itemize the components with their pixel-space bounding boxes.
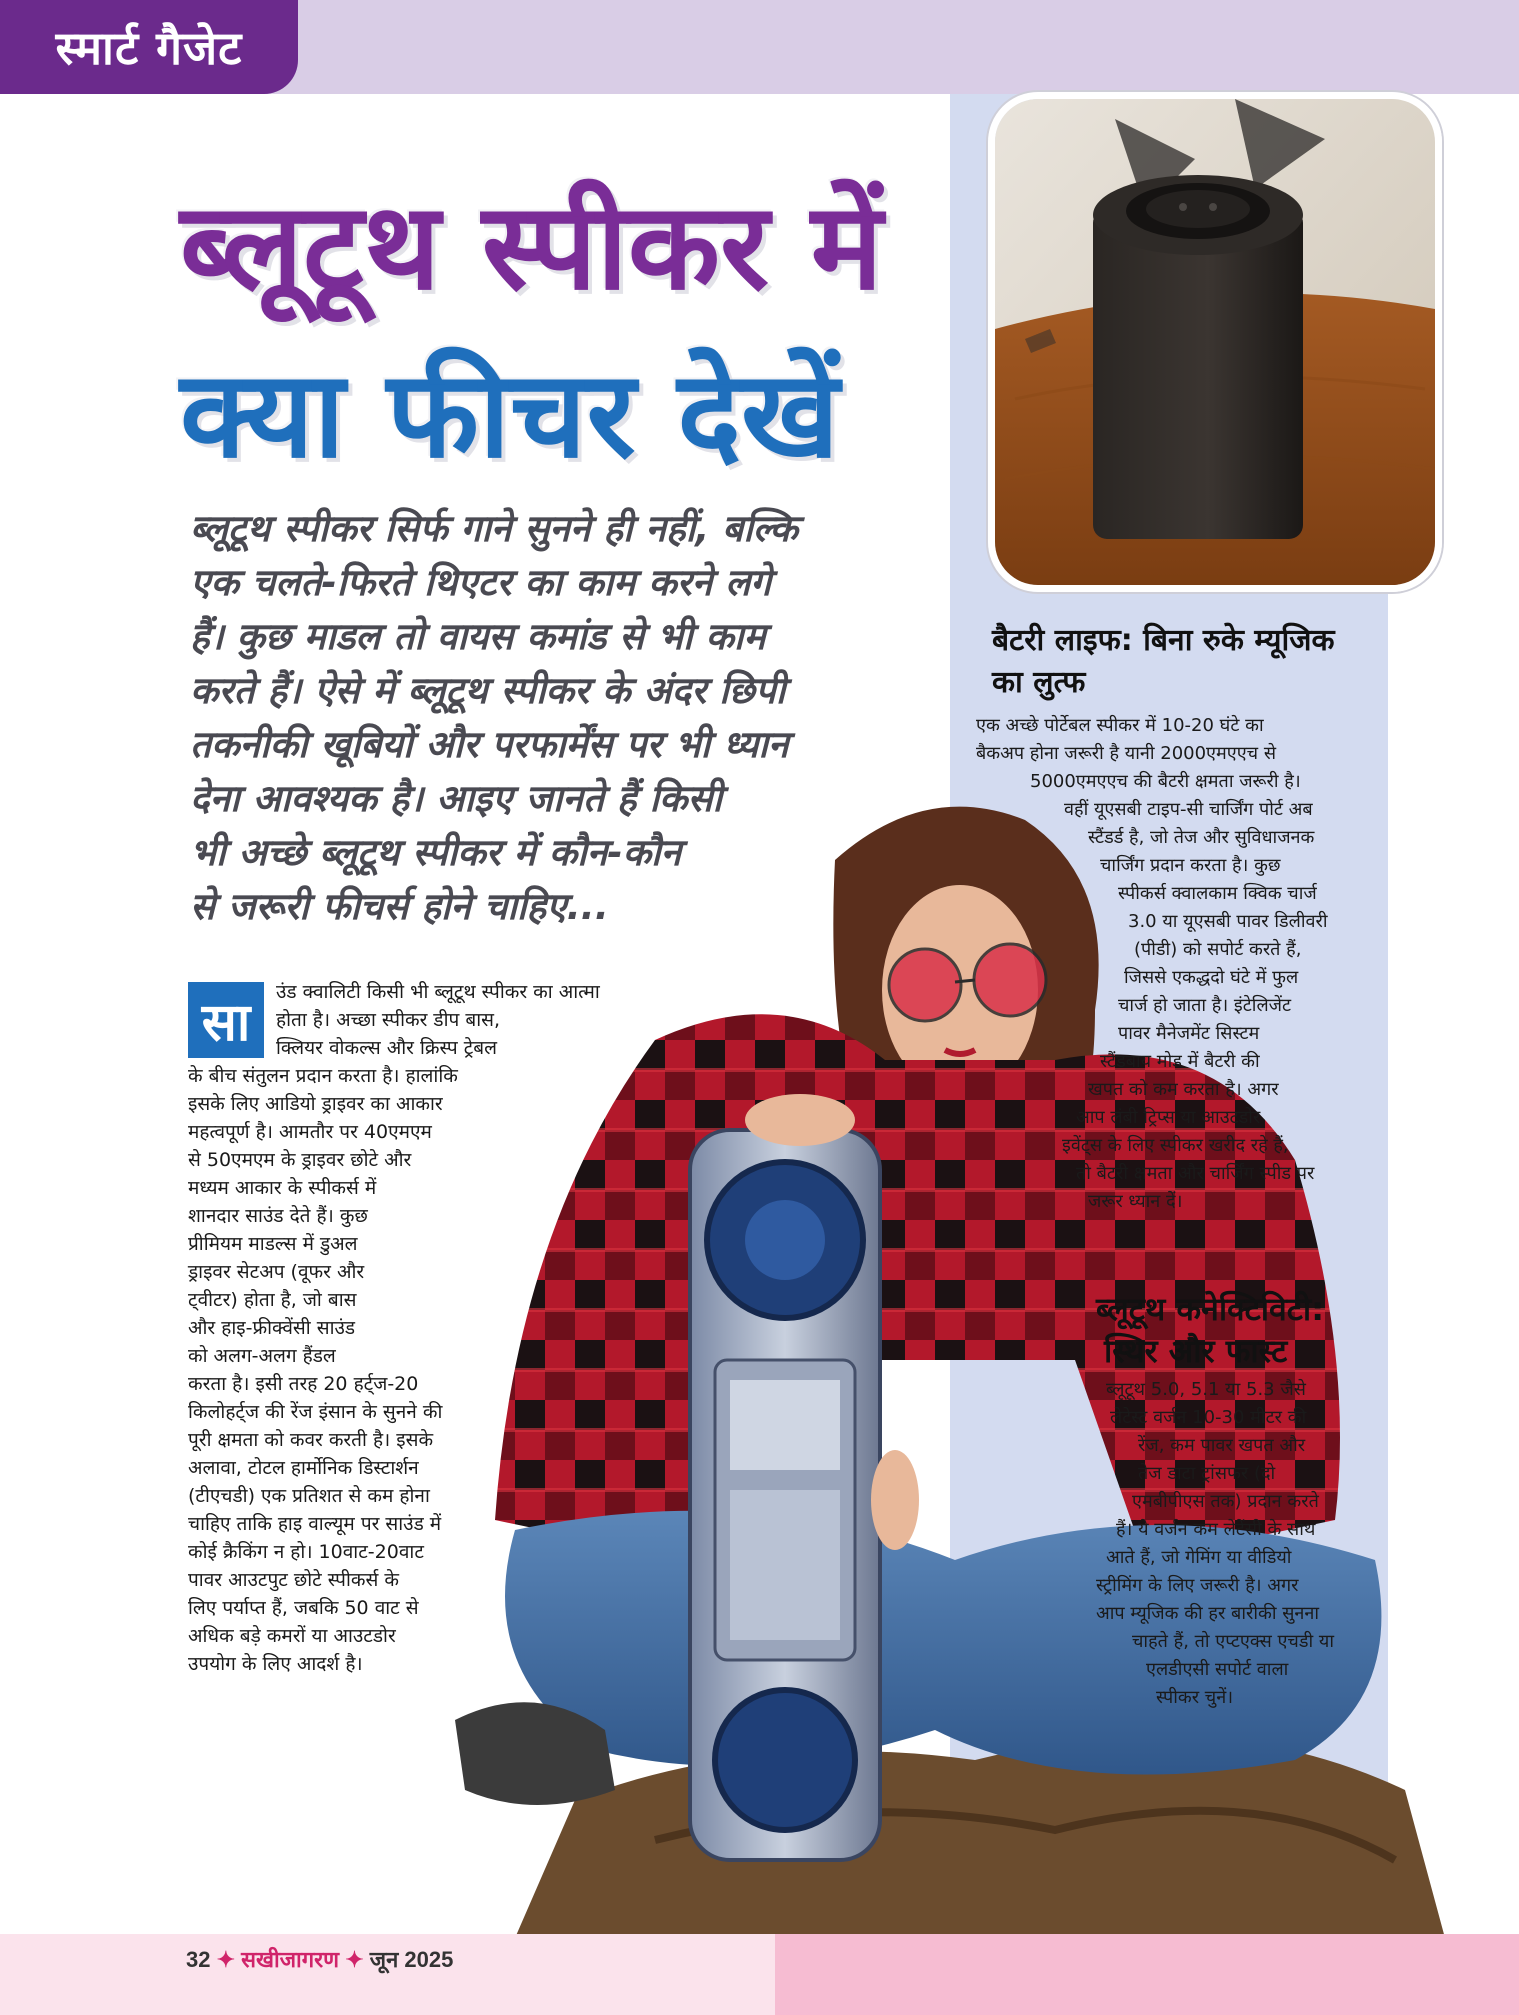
dek-line: देना आवश्यक है। आइए जानते हैं किसी xyxy=(190,777,723,820)
battery-line: जरूर ध्यान दें। xyxy=(1088,1191,1183,1212)
body-line: क्लियर वोकल्स और क्रिस्प ट्रेबल xyxy=(276,1037,498,1059)
battery-line: एक अच्छे पोर्टेबल स्पीकर में 10-20 घंटे का xyxy=(976,715,1264,736)
bluetooth-line: स्पीकर चुनें। xyxy=(1156,1687,1234,1708)
body-line: (टीएचडी) एक प्रतिशत से कम होना xyxy=(188,1485,430,1507)
body-text xyxy=(188,978,678,1678)
body-line: से 50एमएम के ड्राइवर छोटे और xyxy=(188,1149,412,1171)
battery-line: पावर मैनेजमेंट सिस्टम xyxy=(1118,1023,1260,1044)
body-line: के बीच संतुलन प्रदान करता है। हालांकि xyxy=(188,1065,458,1087)
smart-speaker-photo xyxy=(988,92,1442,592)
battery-line: चार्जिंग प्रदान करता है। कुछ xyxy=(1100,855,1281,876)
dek-line: ब्लूटूथ स्पीकर सिर्फ गाने सुनने ही नहीं, बल्कि xyxy=(190,507,798,550)
dek-line: एक चलते-फिरते थिएटर का काम करने लगे xyxy=(190,561,772,604)
battery-line: 5000एमएएच की बैटरी क्षमता जरूरी है। xyxy=(1030,771,1301,792)
bluetooth-heading-line: स्थिर और फास्ट xyxy=(1104,1332,1288,1370)
magazine-name: सखीजागरण xyxy=(241,1947,340,1972)
dropcap: सा xyxy=(188,982,264,1058)
body-line: अलावा, टोटल हार्मोनिक डिस्टार्शन xyxy=(188,1457,419,1479)
body-line: पूरी क्षमता को कवर करती है। इसके xyxy=(188,1429,434,1451)
bluetooth-line: लेटेस्ट वर्जन 10-30 मीटर की xyxy=(1110,1407,1307,1428)
body-line: शानदार साउंड देते हैं। कुछ xyxy=(188,1205,368,1227)
page-number: 32 xyxy=(186,1947,211,1972)
bluetooth-line: हैं। ये वर्जन कम लेटेंसी के साथ xyxy=(1116,1519,1316,1540)
body-line: अधिक बड़े कमरों या आउटडोर xyxy=(188,1625,396,1647)
body-line: उपयोग के लिए आदर्श है। xyxy=(188,1653,363,1675)
battery-line: तो बैटरी क्षमता और चार्जिंग स्पीड पर xyxy=(1076,1163,1315,1184)
battery-line: खपत को कम करता है। अगर xyxy=(1088,1079,1279,1100)
battery-line: 3.0 या यूएसबी पावर डिलीवरी xyxy=(1128,911,1328,932)
body-line: पावर आउटपुट छोटे स्पीकर्स के xyxy=(188,1569,399,1591)
star-separator-icon: ✦ xyxy=(345,1947,364,1972)
battery-heading xyxy=(992,620,1335,704)
headline-line-1: ब्लूटूथ स्पीकर में xyxy=(180,178,883,317)
battery-line: स्टैंडबाय मोड में बैटरी की xyxy=(1100,1051,1260,1072)
body-line: कोई क्रैकिंग न हो। 10वाट-20वाट xyxy=(188,1541,424,1563)
bluetooth-line: चाहते हैं, तो एप्टएक्स एचडी या xyxy=(1132,1631,1334,1652)
body-line: को अलग-अलग हैंडल xyxy=(188,1345,336,1367)
battery-line: स्टैंडर्ड है, जो तेज और सुविधाजनक xyxy=(1088,827,1315,848)
bluetooth-line: स्ट्रीमिंग के लिए जरूरी है। अगर xyxy=(1096,1575,1299,1596)
bluetooth-text xyxy=(1096,1376,1386,1712)
battery-line: वहीं यूएसबी टाइप-सी चार्जिंग पोर्ट अब xyxy=(1064,799,1313,820)
dek-line: हैं। कुछ माडल तो वायस कमांड से भी काम xyxy=(190,615,766,658)
body-line: मध्यम आकार के स्पीकर्स में xyxy=(188,1177,377,1199)
body-line: चाहिए ताकि हाइ वाल्यूम पर साउंड में xyxy=(188,1513,442,1535)
smart-speaker-image xyxy=(995,99,1435,585)
page-footer xyxy=(186,1944,453,1974)
bluetooth-line: ब्लूटूथ 5.0, 5.1 या 5.3 जैसे xyxy=(1106,1379,1306,1400)
bluetooth-line: आप म्यूजिक की हर बारीकी सुनना xyxy=(1096,1603,1320,1624)
dek-line: भी अच्छे ब्लूटूथ स्पीकर में कौन-कौन xyxy=(190,831,682,874)
bluetooth-line: रेंज, कम पावर खपत और xyxy=(1138,1435,1306,1456)
body-line: ड्राइवर सेटअप (वूफर और xyxy=(188,1261,365,1283)
body-line: प्रीमियम माडल्स में डुअल xyxy=(188,1233,358,1255)
bluetooth-line: एलडीएसी सपोर्ट वाला xyxy=(1146,1659,1289,1680)
battery-line: स्पीकर्स क्वालकाम क्विक चार्ज xyxy=(1118,883,1317,904)
body-line: इसके लिए आडियो ड्राइवर का आकार xyxy=(188,1093,443,1115)
battery-text xyxy=(976,712,1376,1216)
body-line: उंड क्वालिटी किसी भी ब्लूटूथ स्पीकर का आत्मा xyxy=(276,981,600,1003)
body-line: महत्वपूर्ण है। आमतौर पर 40एमएम xyxy=(188,1121,432,1143)
body-line: लिए पर्याप्त हैं, जबकि 50 वाट से xyxy=(188,1597,419,1619)
headline-line-2: क्या फीचर देखें xyxy=(180,346,840,485)
dek-line: करते हैं। ऐसे में ब्लूटूथ स्पीकर के अंदर छिपी xyxy=(190,669,786,712)
battery-line: (पीडी) को सपोर्ट करते हैं, xyxy=(1134,939,1302,960)
body-line: ट्वीटर) होता है, जो बास xyxy=(188,1289,357,1311)
battery-heading-line: बैटरी लाइफ: बिना रुके म्यूजिक xyxy=(992,623,1335,658)
bluetooth-heading-line: ब्लूटूथ कनेक्टिविटी: xyxy=(1096,1290,1325,1328)
battery-heading-line: का लुत्फ xyxy=(992,665,1086,700)
bluetooth-heading xyxy=(1096,1288,1324,1372)
body-line: किलोहर्ट्ज की रेंज इंसान के सुनने की xyxy=(188,1401,443,1423)
footer-accent-band xyxy=(775,1934,1519,2015)
battery-line: आप लंबी ट्रिप्स या आउटडोर xyxy=(1076,1107,1261,1128)
dek-line: तकनीकी खूबियों और परफार्मेंस पर भी ध्यान xyxy=(190,723,789,766)
battery-line: चार्ज हो जाता है। इंटेलिजेंट xyxy=(1118,995,1292,1016)
star-separator-icon: ✦ xyxy=(216,1947,236,1972)
body-line: होता है। अच्छा स्पीकर डीप बास, xyxy=(276,1009,500,1031)
battery-line: इवेंट्स के लिए स्पीकर खरीद रहे हैं, xyxy=(1062,1135,1289,1156)
issue-date: जून 2025 xyxy=(369,1947,454,1972)
body-line: करता है। इसी तरह 20 हर्ट्ज-20 xyxy=(188,1373,419,1395)
bluetooth-line: एमबीपीएस तक) प्रदान करते xyxy=(1132,1491,1319,1512)
battery-line: जिससे एकद्धदो घंटे में फुल xyxy=(1124,967,1299,988)
bluetooth-line: तेज डाटा ट्रांसफर (दो xyxy=(1138,1463,1276,1484)
battery-line: बैकअप होना जरूरी है यानी 2000एमएएच से xyxy=(976,743,1276,764)
dek-line: से जरूरी फीचर्स होने चाहिए... xyxy=(190,885,609,928)
body-line: और हाइ-फ्रीक्वेंसी साउंड xyxy=(188,1317,356,1339)
bluetooth-line: आते हैं, जो गेमिंग या वीडियो xyxy=(1106,1547,1292,1568)
section-label: स्मार्ट गैजेट xyxy=(0,0,298,94)
